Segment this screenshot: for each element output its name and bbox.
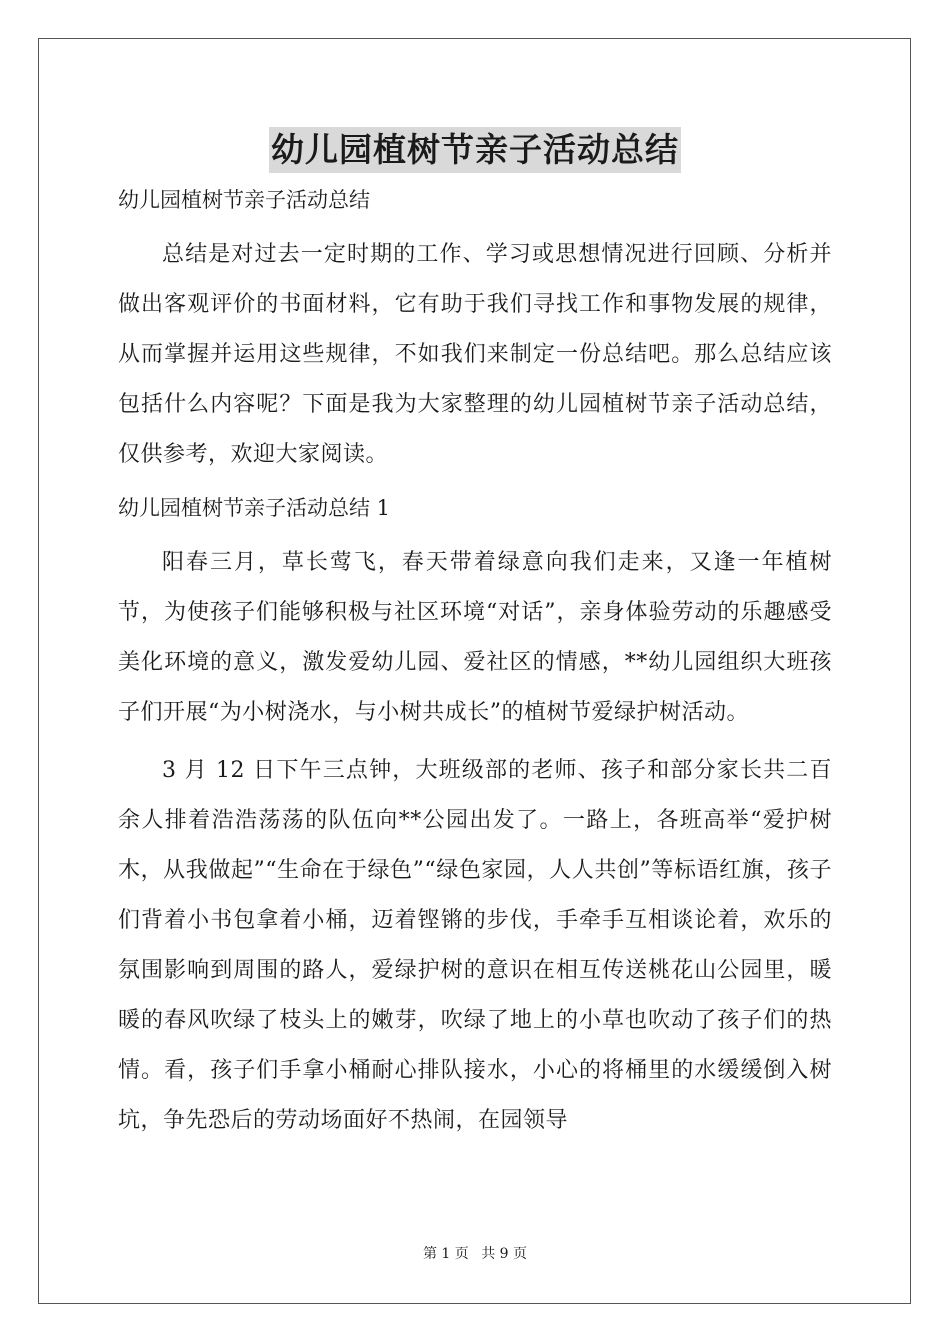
page-number: 第 1 页 (422, 1246, 469, 1262)
document-subtitle: 幼儿园植树节亲子活动总结 (118, 188, 370, 212)
page-footer (0, 1244, 950, 1264)
paragraph-gap (118, 738, 832, 746)
section-heading: 幼儿园植树节亲子活动总结 1 (118, 496, 391, 520)
document-title: 幼儿园植树节亲子活动总结 (269, 127, 681, 173)
intro-paragraph: 总结是对过去一定时期的工作、学习或思想情况进行回顾、分析并做出客观评价的书面材料，它有助于我们寻找工作和事物发展的规律，从而掌握并运用这些规律，不如我们来制定一份总结吧。那么总结应该包括什么内容呢？下面是我为大家整理的幼儿园植树节亲子活动总结，仅供参考，欢迎大家阅读。 (118, 242, 832, 467)
paragraph-gap (118, 480, 832, 488)
body-paragraph-1: 阳春三月，草长莺飞，春天带着绿意向我们走来，又逢一年植树节，为使孩子们能够积极与社区环境“对话”，亲身体验劳动的乐趣感受美化环境的意义，激发爱幼儿园、爱社区的情感，**幼儿园组织大班孩子们开展“为小树浇水，与小树共成长”的植树节爱绿护树活动。 (118, 550, 832, 725)
document-body (118, 180, 832, 1146)
title-container (0, 127, 950, 173)
body-paragraph-2: 3 月 12 日下午三点钟，大班级部的老师、孩子和部分家长共二百余人排着浩浩荡荡的队伍向**公园出发了。一路上，各班高举“爱护树木，从我做起”“生命在于绿色”“绿色家园，人人共创”等标语红旗，孩子们背着小书包拿着小桶，迈着铿锵的步伐，手牵手互相谈论着，欢乐的氛围影响到周围的路人，爱绿护树的意识在相互传送桃花山公园里，暖暖的春风吹绿了枝头上的嫩芽，吹绿了地上的小草也吹动了孩子们的热情。看，孩子们手拿小桶耐心排队接水，小心的将桶里的水缓缓倒入树坑，争先恐后的劳动场面好不热闹，在园领导 (118, 758, 832, 1133)
page-total: 共 9 页 (481, 1246, 528, 1262)
